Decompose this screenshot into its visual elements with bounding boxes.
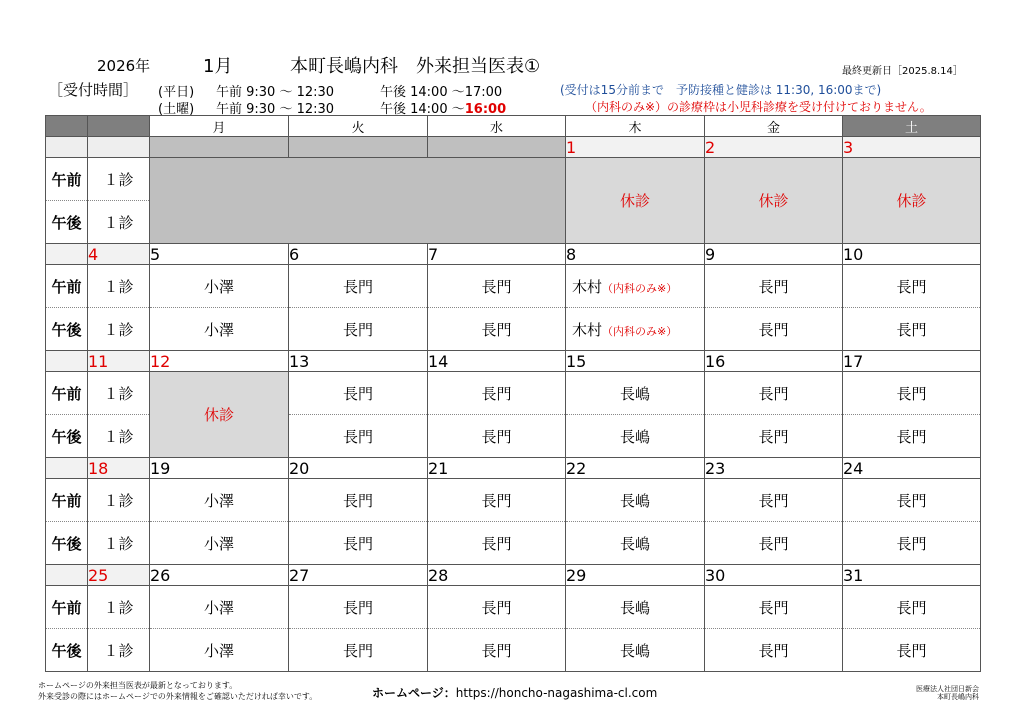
doctor-cell: 長門 <box>843 415 981 458</box>
reception-note: (受付は15分前まで 予防接種と健診は 11:30, 16:00まで) <box>560 83 882 97</box>
closed-cell: 休診 <box>150 372 289 458</box>
date-row <box>46 458 981 479</box>
date-cell: 12 <box>150 351 289 372</box>
date-row <box>46 244 981 265</box>
empty-days <box>150 158 566 244</box>
doctor-cell: 長門 <box>428 586 566 629</box>
footer-note-2: 外来受診の際にはホームページでの外来情報をご確認いただければ幸いです。 <box>38 692 318 701</box>
year-label: 2026年 <box>97 57 151 75</box>
pm-label: 午後 <box>46 308 88 351</box>
room-label: １診 <box>88 479 150 522</box>
date-cell: 14 <box>428 351 566 372</box>
am-row <box>46 586 981 629</box>
doctor-cell: 長嶋 <box>566 586 705 629</box>
date-cell: 30 <box>705 565 843 586</box>
am-row <box>46 479 981 522</box>
doctor-cell: 長門 <box>289 479 428 522</box>
room-label: １診 <box>88 158 150 201</box>
room-label: １診 <box>88 201 150 244</box>
date-cell: 4 <box>88 244 150 265</box>
doctor-cell: 小澤 <box>150 586 289 629</box>
doctor-cell: 長門 <box>705 522 843 565</box>
weekday-header-row <box>46 116 981 137</box>
date-cell: 18 <box>88 458 150 479</box>
doctor-cell: 小澤 <box>150 479 289 522</box>
weekday-am-hours: 午前 9:30 ～ 12:30 <box>216 85 335 100</box>
doctor-cell: 長門 <box>289 629 428 672</box>
date-cell: 2 <box>705 137 843 158</box>
homepage-url[interactable]: https://honcho-nagashima-cl.com <box>455 686 658 700</box>
date-cell: 15 <box>566 351 705 372</box>
doctor-cell: 長門 <box>428 265 566 308</box>
weekday-mon: 月 <box>150 116 289 137</box>
homepage-label: ホームページ： <box>372 686 456 700</box>
date-cell: 24 <box>843 458 981 479</box>
date-cell: 5 <box>150 244 289 265</box>
room-label: １診 <box>88 415 150 458</box>
date-cell: 3 <box>843 137 981 158</box>
pm-row <box>46 522 981 565</box>
footer-note-1: ホームページの外来担当医表が最新となっております。 <box>38 681 238 690</box>
weekday-fri: 金 <box>705 116 843 137</box>
pm-label: 午後 <box>46 629 88 672</box>
room-label: １診 <box>88 586 150 629</box>
date-cell <box>289 137 428 158</box>
org-name-1: 医療法人社団日新会 <box>916 685 979 693</box>
org-name-2: 本町長嶋内科 <box>937 693 979 701</box>
date-cell: 8 <box>566 244 705 265</box>
internal-only-note: （内科のみ※） <box>602 281 678 295</box>
weekday-sat: 土 <box>843 116 981 137</box>
date-cell <box>46 137 88 158</box>
doctor-cell: 長門 <box>289 415 428 458</box>
doctor-cell <box>566 265 705 308</box>
room-label: １診 <box>88 265 150 308</box>
saturday-label: (土曜) <box>158 102 195 117</box>
doctor-cell: 小澤 <box>150 265 289 308</box>
weekday-thu: 木 <box>566 116 705 137</box>
homepage <box>372 684 657 701</box>
header-blank <box>46 116 88 137</box>
doctor-name: 木村 <box>572 277 603 296</box>
doctor-cell: 長門 <box>705 586 843 629</box>
am-label: 午前 <box>46 158 88 201</box>
doctor-cell: 長門 <box>289 265 428 308</box>
date-row <box>46 137 981 158</box>
saturday-pm-start: 午後 14:00 ～ <box>380 102 465 117</box>
doctor-cell: 長門 <box>428 415 566 458</box>
date-cell <box>46 244 88 265</box>
doctor-cell: 長嶋 <box>566 415 705 458</box>
am-row <box>46 158 981 201</box>
pm-label: 午後 <box>46 201 88 244</box>
month-label: 1月 <box>203 56 233 77</box>
date-cell <box>428 137 566 158</box>
doctor-cell: 長門 <box>843 265 981 308</box>
date-cell: 11 <box>88 351 150 372</box>
closed-cell: 休診 <box>566 158 705 244</box>
date-row <box>46 565 981 586</box>
pm-row <box>46 629 981 672</box>
date-cell: 6 <box>289 244 428 265</box>
doctor-cell: 小澤 <box>150 308 289 351</box>
am-label: 午前 <box>46 372 88 415</box>
closed-cell: 休診 <box>705 158 843 244</box>
date-cell <box>88 137 150 158</box>
date-cell: 19 <box>150 458 289 479</box>
doctor-cell: 長門 <box>843 522 981 565</box>
doctor-cell <box>566 308 705 351</box>
date-cell: 7 <box>428 244 566 265</box>
date-cell: 16 <box>705 351 843 372</box>
pm-row <box>46 308 981 351</box>
doctor-cell: 長嶋 <box>566 479 705 522</box>
doctor-cell: 長門 <box>843 479 981 522</box>
room-label: １診 <box>88 522 150 565</box>
date-cell: 13 <box>289 351 428 372</box>
doctor-cell: 長門 <box>843 586 981 629</box>
doctor-cell: 長門 <box>843 308 981 351</box>
hours-label: ［受付時間］ <box>48 81 139 99</box>
doctor-cell: 長門 <box>428 308 566 351</box>
doctor-cell: 長門 <box>843 629 981 672</box>
doctor-cell: 長門 <box>289 522 428 565</box>
doctor-cell: 長嶋 <box>566 372 705 415</box>
weekday-label: (平日) <box>158 85 195 100</box>
internal-only-note: （内科のみ※） <box>602 324 678 338</box>
date-cell: 1 <box>566 137 705 158</box>
doctor-cell: 長門 <box>705 479 843 522</box>
doctor-cell: 長嶋 <box>566 629 705 672</box>
saturday-pm-end: 16:00 <box>464 102 507 117</box>
room-label: １診 <box>88 308 150 351</box>
date-cell: 31 <box>843 565 981 586</box>
pediatric-note: （内科のみ※）の診療枠は小児科診療を受け付けておりません。 <box>585 100 932 114</box>
saturday-am-hours: 午前 9:30 ～ 12:30 <box>216 102 335 117</box>
date-row <box>46 351 981 372</box>
date-cell: 20 <box>289 458 428 479</box>
date-cell <box>150 137 289 158</box>
doctor-cell: 長嶋 <box>566 522 705 565</box>
doctor-cell: 長門 <box>289 372 428 415</box>
date-cell: 26 <box>150 565 289 586</box>
date-cell: 23 <box>705 458 843 479</box>
doctor-cell: 長門 <box>428 372 566 415</box>
weekday-wed: 水 <box>428 116 566 137</box>
date-cell <box>46 458 88 479</box>
date-cell <box>46 351 88 372</box>
header-blank <box>88 116 150 137</box>
closed-cell: 休診 <box>843 158 981 244</box>
am-label: 午前 <box>46 265 88 308</box>
doctor-cell: 長門 <box>705 629 843 672</box>
date-cell: 21 <box>428 458 566 479</box>
weekday-pm-hours: 午後 14:00 ～17:00 <box>380 85 503 100</box>
pm-label: 午後 <box>46 415 88 458</box>
doctor-cell: 小澤 <box>150 522 289 565</box>
weekday-tue: 火 <box>289 116 428 137</box>
am-row <box>46 265 981 308</box>
date-cell: 10 <box>843 244 981 265</box>
am-label: 午前 <box>46 479 88 522</box>
room-label: １診 <box>88 372 150 415</box>
date-cell: 17 <box>843 351 981 372</box>
doctor-name: 木村 <box>572 320 603 339</box>
doctor-cell: 長門 <box>428 479 566 522</box>
am-row <box>46 372 981 415</box>
doctor-cell: 長門 <box>705 308 843 351</box>
date-cell: 25 <box>88 565 150 586</box>
doctor-cell: 長門 <box>428 522 566 565</box>
doctor-cell: 長門 <box>843 372 981 415</box>
schedule-table <box>45 115 981 672</box>
doctor-cell: 長門 <box>428 629 566 672</box>
date-cell: 27 <box>289 565 428 586</box>
pm-label: 午後 <box>46 522 88 565</box>
date-cell: 28 <box>428 565 566 586</box>
doctor-cell: 長門 <box>705 265 843 308</box>
doctor-cell: 長門 <box>289 308 428 351</box>
doctor-cell: 長門 <box>705 415 843 458</box>
doctor-cell: 長門 <box>289 586 428 629</box>
last-updated: 最終更新日［2025.8.14］ <box>842 66 963 77</box>
date-cell: 9 <box>705 244 843 265</box>
am-label: 午前 <box>46 586 88 629</box>
page-title: 本町長嶋内科 外来担当医表① <box>290 56 541 77</box>
date-cell <box>46 565 88 586</box>
date-cell: 29 <box>566 565 705 586</box>
room-label: １診 <box>88 629 150 672</box>
doctor-cell: 長門 <box>705 372 843 415</box>
date-cell: 22 <box>566 458 705 479</box>
doctor-cell: 小澤 <box>150 629 289 672</box>
